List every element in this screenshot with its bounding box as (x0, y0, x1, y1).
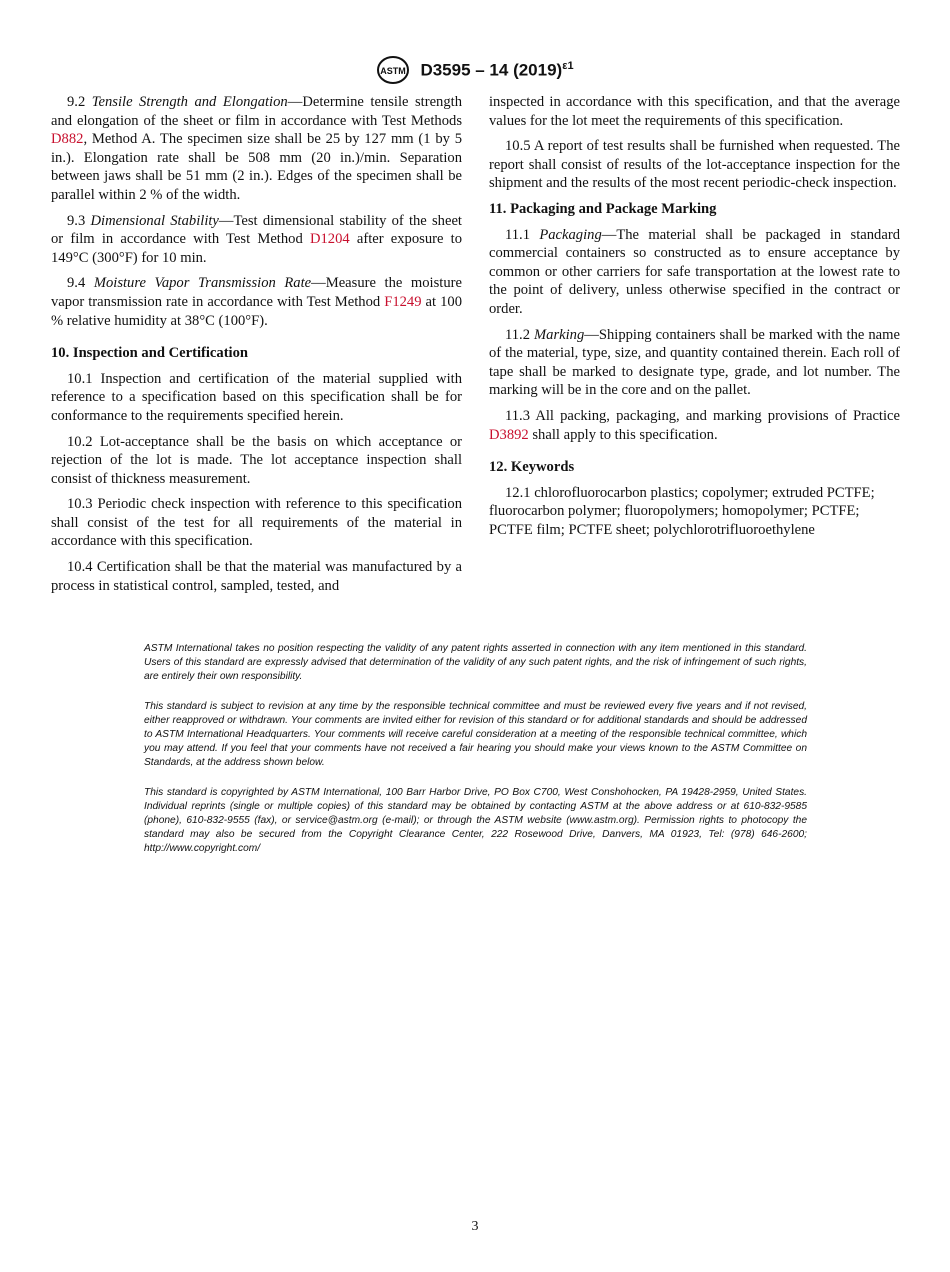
astm-logo-icon (376, 55, 410, 85)
section-title: Packaging (539, 226, 602, 243)
link-f1249[interactable]: F1249 (384, 293, 422, 310)
section-11-1: 11.1 Packaging—The material shall be packaged in standard commercial containers so constructed as to ensure acceptance by common or other carriers for safe transportation at the lowest rate to the point of delivery, unless otherwise specified in the contract or order. (489, 226, 900, 317)
section-12-1: 12.1 chlorofluorocarbon plastics; copolymer; extruded PCTFE; fluorocarbon polymer; fluoropolymers; homopolymer; PCTFE; PCTFE film; PCTFE sheet; polychlorotrifluoroethylene (489, 484, 875, 538)
section-11-2: 11.2 Marking—Shipping containers shall be marked with the name of the material, type, size, and quantity contained therein. Each roll of tape shall be marked to designate type, grade, and lot number. The marking will be in the core and on the pallet. (489, 326, 900, 399)
footer-notices (144, 642, 807, 872)
section-title: Dimensional Stability (90, 212, 219, 229)
heading-inspection: 10. Inspection and Certification (51, 345, 249, 362)
section-10-3: 10.3 Periodic check inspection with reference to this specification shall consist of the test for all requirements of the material in accordance with this specification. (51, 496, 462, 550)
link-d3892[interactable]: D3892 (489, 426, 529, 443)
svg-text:ASTM: ASTM (380, 66, 407, 76)
designation-text: D3595 – 14 (2019) (420, 60, 563, 80)
section-10-2: 10.2 Lot-acceptance shall be the basis on which acceptance or rejection of the lot is made. The lot acceptance inspection shall consist of thickness measurement. (51, 433, 462, 487)
link-d1204[interactable]: D1204 (309, 231, 350, 248)
link-d882[interactable]: D882 (51, 131, 84, 148)
document-designation (420, 60, 573, 81)
right-column (489, 93, 900, 546)
section-9-2: 9.2 Tensile Strength and Elongation—Determine tensile strength and elongation of the sheet or film in accordance with Test Methods D882, Method A. The specimen size shall be 25 by 127 mm (1 by 5 in.). Elongation rate shall be 508 mm (20 in.)/min. Separation between jaws shall be 51 mm (2 in.). Edges of the specimen shall be parallel within 2 % of the width. (51, 94, 462, 203)
heading-packaging: 11. Packaging and Package Marking (489, 200, 717, 217)
revision-notice: This standard is subject to revision at any time by the responsible technical committee and must be reviewed every five years and if not revised, either reapproved or withdrawn. Your comments are invited either for revision of this standard or for additional standards and should be addressed to ASTM International Headquarters. Your comments will receive careful consideration at a meeting of the responsible technical committee, which you may attend. If you feel that your comments have not received a fair hearing you should make your views known to the ASTM Committee on Standards, at the address shown below. (144, 701, 807, 768)
section-10-4-continued: inspected in accordance with this specification, and that the average values for the lot meet the requirements of this specification. (489, 94, 900, 129)
section-10-4: 10.4 Certification shall be that the material was manufactured by a process in statistical control, sampled, tested, and (51, 559, 462, 594)
heading-keywords: 12. Keywords (489, 459, 575, 476)
section-11-3: 11.3 All packing, packaging, and marking provisions of Practice D3892 shall apply to this specification. (489, 407, 900, 443)
copyright-notice: This standard is copyrighted by ASTM International, 100 Barr Harbor Drive, PO Box C700, West Conshohocken, PA 19428-2959, United States. Individual reprints (single or multiple copies) of this standard may be obtained by contacting ASTM at the above address or at 610-832-9585 (phone), 610-832-9555 (fax), or service@astm.org (e-mail); or through the ASTM website (www.astm.org). Permission rights to photocopy the standard may also be secured from the Copyright Clearance Center, 222 Rosewood Drive, Danvers, MA 01923, Tel: (978) 646-2600; http://www.copyright.com/ (144, 787, 807, 854)
page-header (0, 55, 950, 85)
patent-notice: ASTM International takes no position respecting the validity of any patent rights asserted in connection with any item mentioned in this standard. Users of this standard are expressly advised that determination of the validity of any such patent rights, and the risk of infringement of such rights, are entirely their own responsibility. (144, 643, 807, 682)
section-10-1: 10.1 Inspection and certification of the material supplied with reference to a specification based on this specification shall be for conformance to the requirements specified herein. (51, 370, 462, 424)
epsilon-superscript: ε1 (562, 59, 574, 72)
section-9-3: 9.3 Dimensional Stability—Test dimensional stability of the sheet or film in accordance with Test Method D1204 after exposure to 149°C (300°F) for 10 min. (51, 212, 462, 266)
section-title: Marking (534, 326, 585, 343)
section-10-5: 10.5 A report of test results shall be furnished when requested. The report shall consist of results of the lot-acceptance inspection for the shipment and the results of the most recent periodic-check inspection. (489, 138, 900, 192)
section-title: Tensile Strength and Elongation (91, 94, 288, 110)
section-9-4: 9.4 Moisture Vapor Transmission Rate—Measure the moisture vapor transmission rate in accordance with Test Method F1249 at 100 % relative humidity at 38°C (100°F). (51, 275, 462, 329)
section-title: Moisture Vapor Transmission Rate (93, 275, 312, 292)
page-number: 3 (471, 1219, 479, 1234)
left-column (51, 93, 462, 602)
